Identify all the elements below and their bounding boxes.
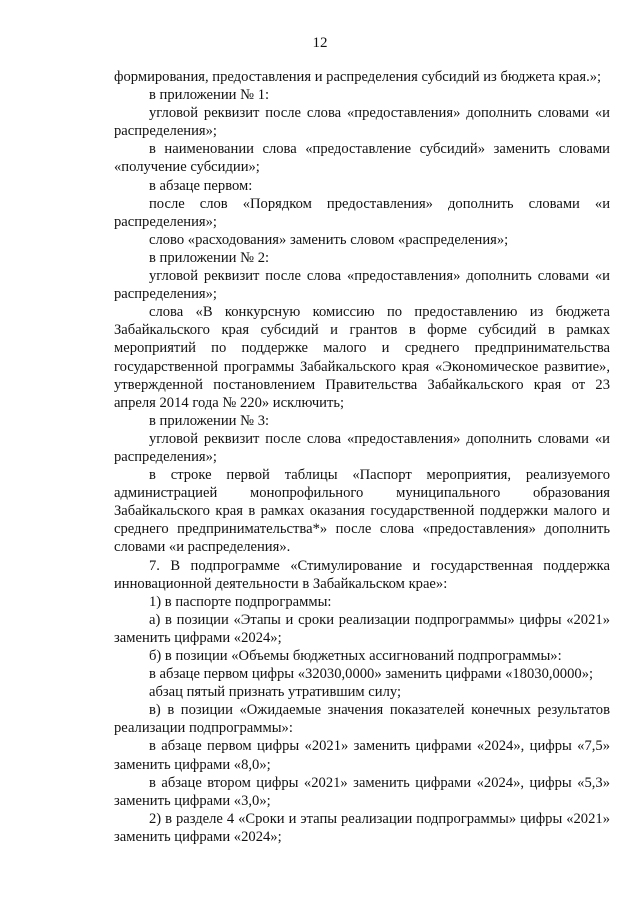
paragraph: формирования, предоставления и распределения субсидий из бюджета края.»; bbox=[114, 69, 602, 85]
paragraph: в приложении № 3: bbox=[149, 412, 270, 429]
paragraph: абзац пятый признать утратившим силу; bbox=[149, 684, 402, 701]
paragraph: 1) в паспорте подпрограммы: bbox=[149, 593, 332, 610]
paragraph: 2) в разделе 4 «Сроки и этапы реализации подпрограммы» цифры «2021» заменить цифрами «2024»; bbox=[114, 810, 610, 845]
paragraph: в абзаце первом цифры «32030,0000» заменить цифрами «18030,0000»; bbox=[149, 666, 594, 683]
paragraph: в абзаце первом: bbox=[149, 177, 253, 194]
paragraph: а) в позиции «Этапы и сроки реализации подпрограммы» цифры «2021» заменить цифрами «2024»; bbox=[114, 611, 610, 646]
paragraph: в абзаце первом цифры «2021» заменить цифрами «2024», цифры «7,5» заменить цифрами «8,0»; bbox=[114, 738, 610, 773]
page-number: 12 bbox=[312, 35, 328, 51]
paragraph: угловой реквизит после слова «предоставления» дополнить словами «и распределения»; bbox=[114, 430, 610, 465]
paragraph: угловой реквизит после слова «предоставления» дополнить словами «и распределения»; bbox=[114, 105, 610, 140]
paragraph: б) в позиции «Объемы бюджетных ассигнований подпрограммы»: bbox=[149, 648, 562, 664]
paragraph: в строке первой таблицы «Паспорт мероприятия, реализуемого администрацией монопрофильного муниципального образования Забайкальского края в рамках оказания государственной поддержки малого и среднего предпринимательства*» после слова «предоставления» дополнить словами «и распределения». bbox=[114, 467, 610, 556]
paragraph: угловой реквизит после слова «предоставления» дополнить словами «и распределения»; bbox=[114, 268, 610, 303]
paragraph: слово «расходования» заменить словом «распределения»; bbox=[149, 231, 509, 248]
paragraph: в) в позиции «Ожидаемые значения показателей конечных результатов реализации подпрограммы»: bbox=[114, 702, 610, 737]
paragraph: слова «В конкурсную комиссию по предоставлению из бюджета Забайкальского края субсидий и грантов в форме субсидий в рамках мероприятий по поддержке малого и среднего предпринимательства государственной программы Забайкальского края «Экономическое развитие», утвержденной постановлением Правительства Забайкальского края от 23 апреля 2014 года № 220» исключить; bbox=[114, 304, 610, 411]
paragraph: после слов «Порядком предоставления» дополнить словами «и распределения»; bbox=[114, 195, 610, 230]
paragraph: в приложении № 2: bbox=[149, 249, 270, 266]
paragraph: в приложении № 1: bbox=[149, 87, 270, 104]
document-body bbox=[114, 68, 610, 846]
paragraph: в наименовании слова «предоставление субсидий» заменить словами «получение субсидии»; bbox=[114, 141, 610, 176]
paragraph: 7. В подпрограмме «Стимулирование и государственная поддержка инновационной деятельности в Забайкальском крае»: bbox=[114, 557, 610, 592]
paragraph: в абзаце втором цифры «2021» заменить цифрами «2024», цифры «5,3» заменить цифрами «3,0»; bbox=[114, 774, 610, 809]
